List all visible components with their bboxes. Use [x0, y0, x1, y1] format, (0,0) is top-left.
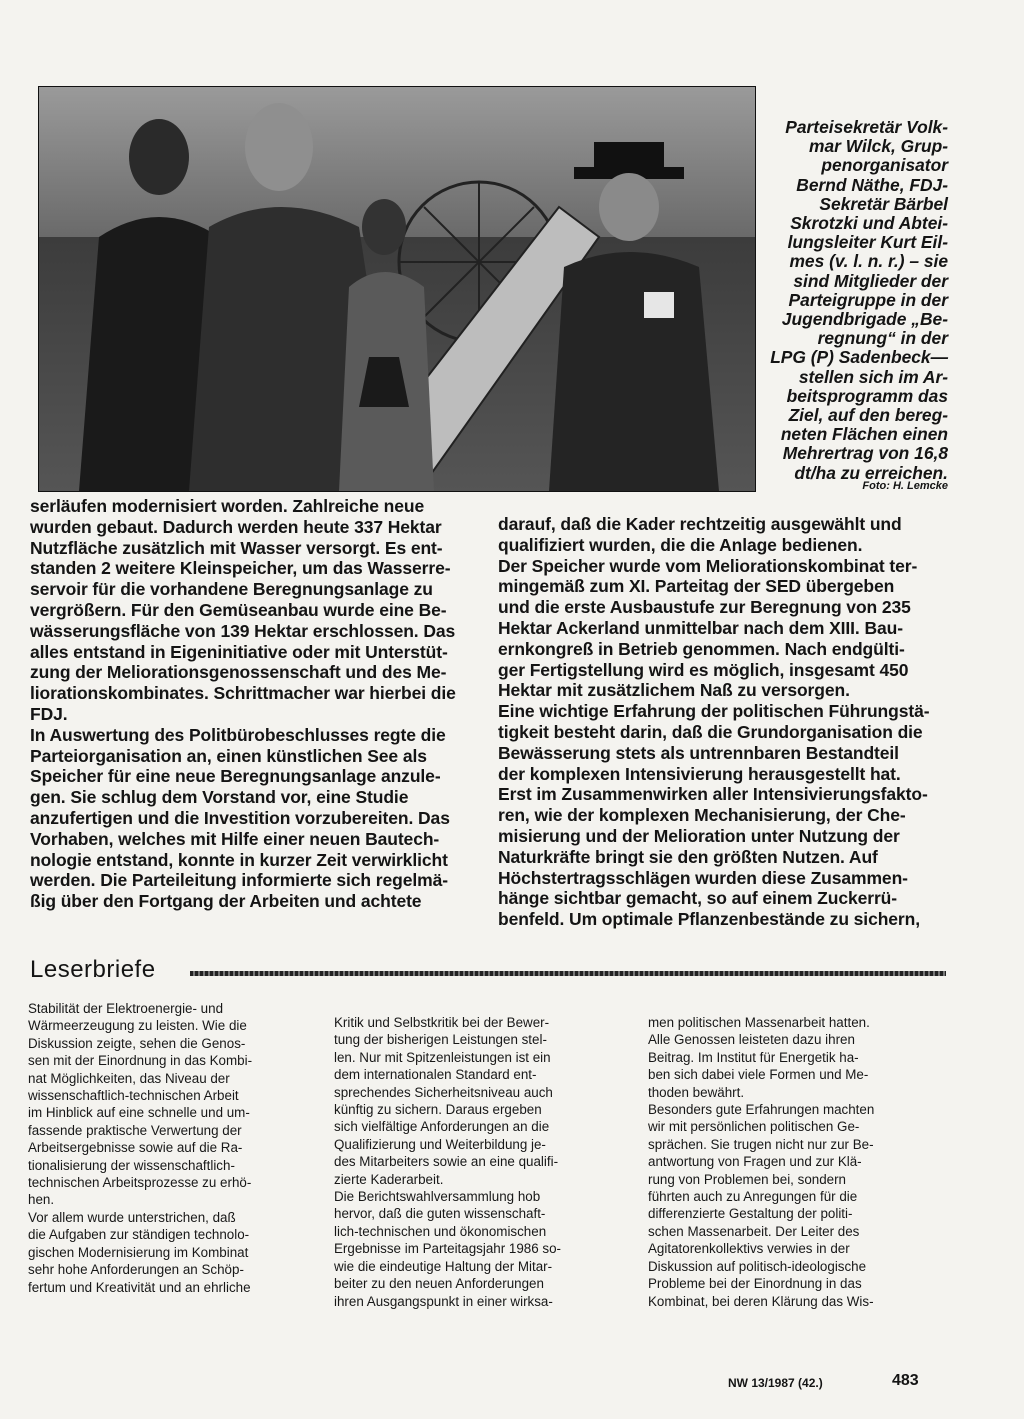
letters-column-2: Kritik und Selbstkritik bei der Bewer- tung der bisherigen Leistungen stel- len. Nur mit Spitzenleistungen ist ein dem internationalen Standard ent- sprechendes Sicherheitsniveau auch künftig zu sichern. Daraus ergeben sich vielfältige Anforderungen an die Qualifizierung und Weiterbildung je- des Mitarbeiters sowie an eine qualifi- zierte Kaderarbeit. Die Berichtswahlversammlung hob hervor, daß die guten wissenschaft- lich-technischen und ökonomischen Ergebnisse im Parteitagsjahr 1986 so- wie die eindeutige Haltung der Mitar- beiter zu den neuen Anforderungen ihren Ausgangspunkt in einer wirksa- [334, 1015, 562, 1309]
letters-column-1: Stabilität der Elektroenergie- und Wärmeerzeugung zu leisten. Wie die Diskussion zeigte, sehen die Genos- sen mit der Einordnung in das Kombi- nat Möglichkeiten, das Niveau der wissenschaftlich-technischen Arbeit im Hinblick auf eine schnelle und um- fassende praktische Verwertung der Arbeitsergebnisse sowie auf die Ra- tionalisierung der wissenschaftlich- technischen Arbeitsprozesse zu erhö- hen. Vor allem wurde unterstrichen, daß die Aufgaben zur ständigen technolo- gischen Modernisierung im Kombinat sehr hohe Anforderungen an Schöp- fertum und Kreativität und an ehrliche [28, 1001, 253, 1295]
section-title: Leserbriefe [30, 956, 156, 983]
article-column-left: serläufen modernisiert worden. Zahlreiche neue wurden gebaut. Dadurch werden heute 337 Hektar Nutzfläche zusätzlich mit Wasser versorgt. Es ent- standen 2 weitere Kleinspeicher, um das Wasserre- servoir für die vorhandene Beregnungsanlage zu vergrößern. Für den Gemüseanbau wurde eine Be- wässerungsfläche von 139 Hektar erschlossen. Das alles entstand in Eigeninitiative oder mit Unterstüt- zung der Meliorationsgenossenschaft und des Me- liorationskombinates. Schrittmacher war hierbei die FDJ. In Auswertung des Politbürobeschlusses regte die Parteiorganisation an, einen künstlichen See als Speicher für eine neue Beregnungsanlage anzule- gen. Sie schlug dem Vorstand vor, eine Studie anzufertigen und die Investition vorzubereiten. Das Vorhaben, welches mit Hilfe einer neuen Bautech- nologie entstand, konnte in kurzer Zeit verwirklicht werden. Die Parteileitung informierte sich regelmä- ßig über den Fortgang der Arbeiten und achtete [30, 496, 456, 912]
photo-credit: Foto: H. Lemcke [862, 480, 948, 492]
news-photo [38, 86, 756, 492]
section-rule [190, 971, 946, 976]
photo-caption: Parteisekretär Volk- mar Wilck, Grup- penorganisator Bernd Näthe, FDJ- Sekretär Bärbel Skrotzki und Abtei- lungsleiter Kurt Eil- mes (v. l. n. r.) – sie sind Mitglieder der Parteigruppe in der Jugendbrigade „Be- regnung“ in der LPG (P) Sadenbeck— stellen sich im Ar- beitsprogramm das Ziel, auf den bereg- neten Flächen einen Mehrertrag von 16,8 dt/ha zu erreichen. [770, 117, 948, 483]
letters-column-3: men politischen Massenarbeit hatten. Alle Genossen leisteten dazu ihren Beitrag. Im Institut für Energetik ha- ben sich dabei viele Formen und Me- thoden bewährt. Besonders gute Erfahrungen machten wir mit persönlichen politischen Ge- sprächen. Sie trugen nicht nur zur Be- antwortung von Fragen und zur Klä- rung von Problemen bei, sondern führten auch zu Anregungen für die differenzierte Gestaltung der politi- schen Massenarbeit. Der Leiter des Agitatorenkollektivs verwies in der Diskussion auf politisch-ideologische Probleme bei der Einordnung in das Kombinat, bei deren Klärung das Wis- [648, 1015, 875, 1309]
article-column-right: darauf, daß die Kader rechtzeitig ausgewählt und qualifiziert wurden, die die Anlage bedienen. Der Speicher wurde vom Meliorationskombinat ter- mingemäß zum XI. Parteitag der SED übergeben und die erste Ausbaustufe zur Beregnung von 235 Hektar Ackerland unmittelbar nach dem XIII. Bau- ernkongreß in Betrieb genommen. Nach endgülti- ger Fertigstellung wird es möglich, insgesamt 450 Hektar mit zusätzlichem Naß zu versorgen. Eine wichtige Erfahrung der politischen Führungstä- tigkeit besteht darin, daß die Grundorganisation die Bewässerung stets als untrennbaren Bestandteil der komplexen Intensivierung herausgestellt hat. Erst im Zusammenwirken aller Intensivierungsfakto- ren, wie der komplexen Mechanisierung, der Che- misierung und der Melioration unter Nutzung der Naturkräfte bringt sie den größten Nutzen. Auf Höchstertragsschlägen wurden diese Zusammen- hänge sichtbar gemacht, so auf einem Zuckerrü- benfeld. Um optimale Pflanzenbestände zu sichern, [498, 514, 930, 930]
page-number: 483 [892, 1372, 919, 1389]
issue-reference: NW 13/1987 (42.) [728, 1376, 823, 1390]
